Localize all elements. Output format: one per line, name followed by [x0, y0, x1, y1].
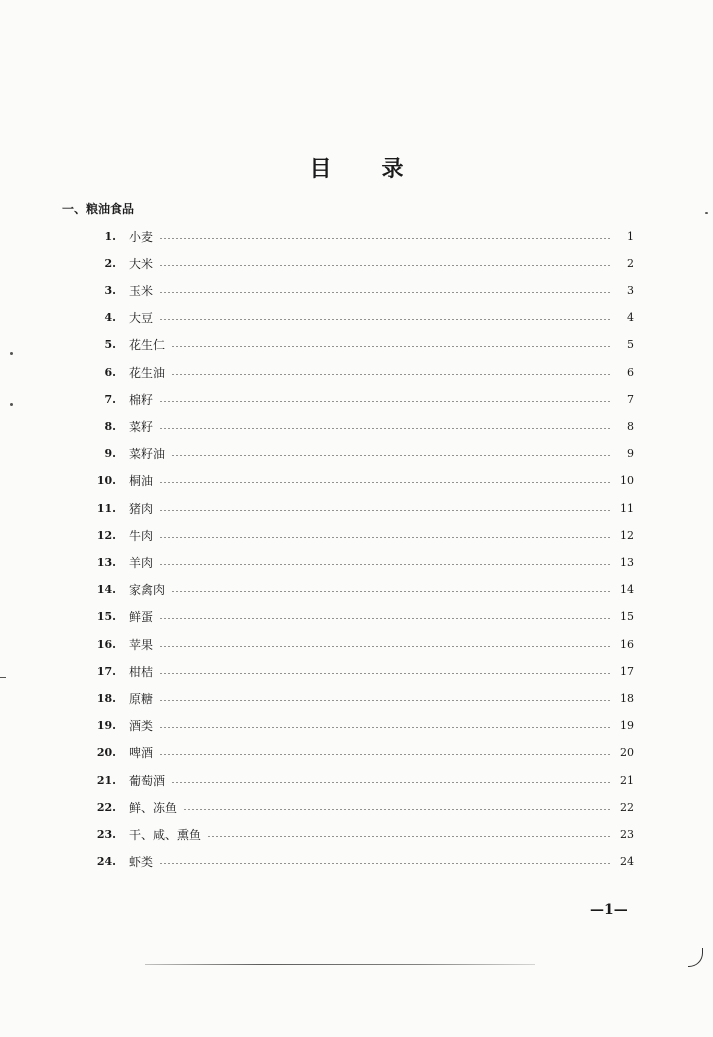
toc-entry [82, 308, 634, 328]
scan-artifact-dot [10, 352, 13, 355]
toc-entry-title: 菜籽油 [129, 447, 166, 462]
toc-entry-title: 小麦 [129, 229, 154, 244]
toc-entry-title: 羊肉 [129, 555, 154, 570]
toc-entry [82, 634, 634, 654]
toc-dot-leader [159, 401, 610, 402]
toc-entry-page: 11 [620, 501, 634, 515]
toc-dot-leader [171, 346, 610, 347]
scan-artifact-dot [705, 212, 708, 214]
toc-entry-title: 菜籽 [129, 419, 154, 434]
toc-entry [82, 226, 634, 246]
toc-entry-page: 4 [627, 311, 634, 325]
toc-entry-number: 17. [96, 664, 116, 678]
toc-entry-page: 13 [620, 555, 634, 569]
toc-dot-leader [159, 700, 610, 701]
toc-entry-page: 5 [627, 338, 634, 352]
toc-dot-leader [159, 646, 610, 647]
toc-dot-leader [159, 319, 610, 320]
section-heading: 一、粮油食品 [62, 202, 135, 216]
toc-entry-number: 21. [96, 773, 116, 787]
toc-entry [82, 335, 634, 355]
toc-entry [82, 743, 634, 763]
scan-artifact-line [145, 964, 535, 965]
toc-entry-title: 鲜蛋 [129, 610, 154, 625]
toc-entry-page: 19 [620, 719, 634, 733]
toc-entry-page: 14 [620, 583, 634, 597]
toc-entry-title: 猪肉 [129, 501, 154, 516]
toc-dot-leader [183, 809, 610, 810]
toc-dot-leader [159, 238, 610, 239]
toc-dot-leader [171, 591, 610, 592]
toc-entry-title: 鲜、冻鱼 [129, 800, 178, 815]
toc-entry-number: 5. [104, 338, 116, 352]
toc-entry-page: 1 [627, 229, 634, 243]
page-title-left: 目 [309, 157, 332, 182]
toc-entry-page: 10 [620, 474, 634, 488]
toc-entry-title: 玉米 [129, 283, 154, 298]
page-title-right: 录 [381, 157, 404, 182]
toc-entry-number: 8. [104, 419, 116, 433]
toc-entry-title: 酒类 [129, 719, 154, 734]
toc-entry-page: 23 [620, 827, 634, 841]
toc-dot-leader [159, 292, 610, 293]
toc-entry-title: 大豆 [129, 311, 154, 326]
toc-entry [82, 852, 634, 872]
toc-entry-title: 牛肉 [129, 528, 154, 543]
toc-entry-title: 葡萄酒 [129, 773, 166, 788]
toc-entry [82, 362, 634, 382]
toc-entry-number: 3. [104, 283, 116, 297]
toc-dot-leader [159, 428, 610, 429]
toc-entry [82, 389, 634, 409]
toc-dot-leader [171, 374, 610, 375]
toc-entry-page: 3 [627, 283, 634, 297]
toc-entry-page: 21 [620, 773, 634, 787]
scan-artifact-dot [10, 403, 13, 406]
toc-entry-number: 16. [96, 637, 116, 651]
toc-entry [82, 580, 634, 600]
toc-dot-leader [159, 482, 610, 483]
toc-entry-page: 16 [620, 637, 634, 651]
toc-dot-leader [159, 863, 610, 864]
toc-dot-leader [159, 510, 610, 511]
toc-dot-leader [159, 754, 610, 755]
toc-entry-title: 原糖 [129, 691, 154, 706]
toc-entry-page: 17 [620, 664, 634, 678]
toc-dot-leader [171, 782, 610, 783]
toc-entry-number: 18. [96, 691, 116, 705]
toc-entry-title: 柑桔 [129, 664, 154, 679]
toc-entry-title: 花生油 [129, 365, 166, 380]
toc-entry-page: 18 [620, 691, 634, 705]
toc-entry-page: 15 [620, 610, 634, 624]
toc-entry-page: 24 [620, 855, 634, 869]
toc-entry-number: 24. [96, 855, 116, 869]
toc-entry [82, 525, 634, 545]
toc-entry-title: 棉籽 [129, 392, 154, 407]
toc-entry-page: 9 [627, 447, 634, 461]
toc-dot-leader [159, 564, 610, 565]
toc-entry [82, 498, 634, 518]
toc-entry-number: 22. [96, 800, 116, 814]
toc-entry [82, 416, 634, 436]
toc-entry-page: 20 [620, 746, 634, 760]
toc-dot-leader [171, 455, 610, 456]
toc-dot-leader [159, 537, 610, 538]
toc-entry [82, 471, 634, 491]
toc-entry-page: 8 [627, 419, 634, 433]
toc-entry [82, 770, 634, 790]
toc-entry-title: 桐油 [129, 474, 154, 489]
toc-entry-page: 12 [620, 528, 634, 542]
toc-entry-number: 10. [96, 474, 116, 488]
toc-entry-number: 9. [104, 447, 116, 461]
toc-dot-leader [159, 618, 610, 619]
toc-entry-number: 6. [104, 365, 116, 379]
toc-entry-title: 苹果 [129, 637, 154, 652]
toc-entry [82, 253, 634, 273]
page-number: —1— [590, 902, 628, 918]
toc-entry-number: 7. [104, 392, 116, 406]
toc-entry-page: 22 [620, 800, 634, 814]
toc-entry-title: 啤酒 [129, 746, 154, 761]
toc-entry [82, 716, 634, 736]
toc-entry-number: 23. [96, 827, 116, 841]
scan-artifact-corner [688, 948, 703, 967]
toc-entry-number: 14. [96, 583, 116, 597]
toc-entry [82, 552, 634, 572]
toc-entry [82, 797, 634, 817]
toc-entry [82, 688, 634, 708]
toc-entry-title: 虾类 [129, 855, 154, 870]
toc-entry-title: 家禽肉 [129, 583, 166, 598]
toc-dot-leader [159, 265, 610, 266]
toc-dot-leader [159, 673, 610, 674]
toc-entry-number: 15. [96, 610, 116, 624]
toc-dot-leader [207, 836, 610, 837]
scan-artifact-dash [0, 677, 6, 678]
toc-entry-page: 2 [627, 256, 634, 270]
toc-entry [82, 444, 634, 464]
page-title [0, 152, 713, 183]
toc-entry [82, 280, 634, 300]
toc-dot-leader [159, 727, 610, 728]
toc-entry [82, 661, 634, 681]
toc-entry-number: 13. [96, 555, 116, 569]
toc-entry-number: 2. [104, 256, 116, 270]
toc-entry-number: 19. [96, 719, 116, 733]
toc-entry [82, 824, 634, 844]
toc-entry-number: 11. [96, 501, 116, 515]
toc-entry-title: 大米 [129, 256, 154, 271]
toc-entry-page: 6 [627, 365, 634, 379]
toc-entry-number: 1. [104, 229, 116, 243]
toc-entry [82, 607, 634, 627]
toc-entry-page: 7 [627, 392, 634, 406]
toc-entry-title: 花生仁 [129, 338, 166, 353]
toc-entry-title: 干、咸、熏鱼 [129, 827, 202, 842]
toc-entry-number: 4. [104, 311, 116, 325]
toc-entry-number: 20. [96, 746, 116, 760]
toc-entry-number: 12. [96, 528, 116, 542]
